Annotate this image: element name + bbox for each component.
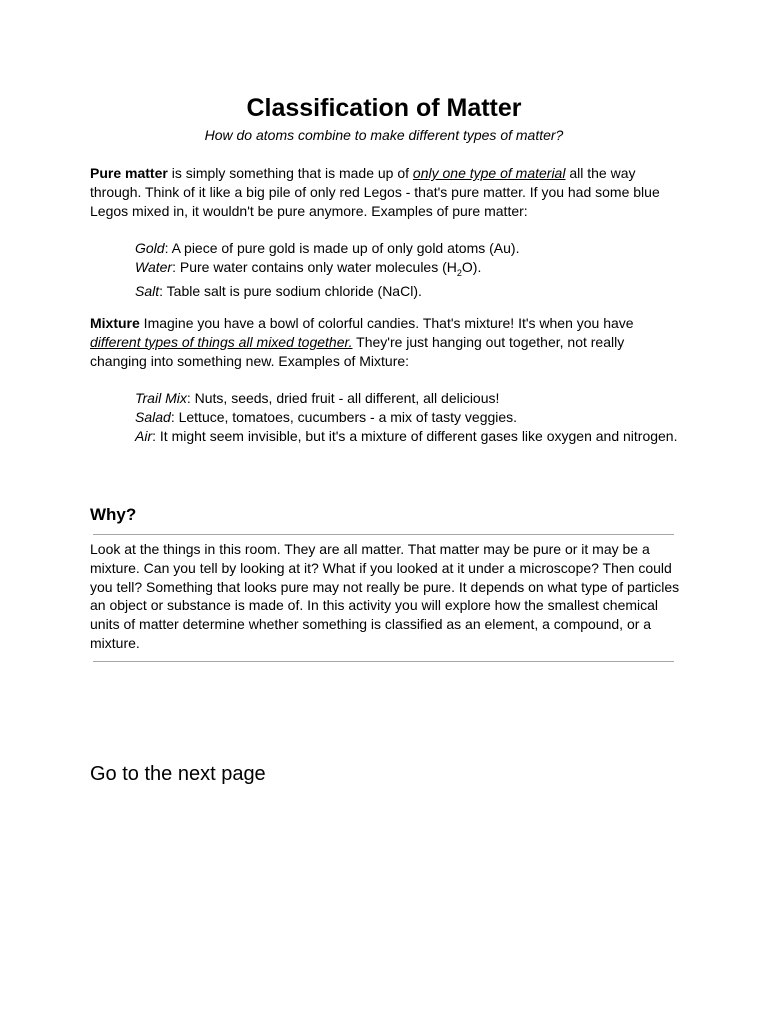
example-name: Salt (135, 283, 160, 300)
example-text: : Lettuce, tomatoes, cucumbers - a mix of tasty veggies. (170, 408, 518, 425)
example-text: : Pure water contains only water molecules (H (172, 258, 457, 275)
mixture-paragraph (90, 314, 680, 370)
example-name: Water (135, 258, 173, 275)
example-name: Gold (135, 240, 165, 256)
page-title: Classification of Matter (246, 94, 522, 122)
example-text: : Nuts, seeds, dried fruit - all different, all delicious! (186, 390, 500, 406)
mixture-example-salad (135, 408, 680, 427)
example-text: : Table salt is pure sodium chloride (NaCl). (159, 283, 422, 300)
example-name: Trail Mix (135, 390, 187, 406)
mixture-emphasis: different types of things all mixed together. (90, 333, 353, 350)
pure-matter-emphasis: only one type of material (412, 165, 566, 181)
mixture-example-trail-mix (135, 389, 680, 408)
why-bottom-divider (93, 661, 674, 662)
example-name: Salad (135, 408, 171, 425)
pure-matter-term: Pure matter (90, 165, 168, 181)
mixture-examples (135, 389, 680, 445)
pure-example-water (135, 258, 680, 283)
page-subtitle: How do atoms combine to make different types of matter? (204, 127, 564, 143)
why-heading: Why? (90, 505, 137, 524)
example-text: : It might seem invisible, but it's a mixture of different gases like oxygen and nitrogen. (152, 427, 678, 444)
mixture-example-air (135, 427, 680, 446)
mixture-text-2: They're just hanging out together, not really changing into something new. Examples of Mixture: (90, 333, 625, 369)
pure-example-salt (135, 282, 680, 301)
mixture-text-1: Imagine you have a bowl of colorful candies. That's mixture! It's when you have (139, 315, 634, 331)
example-subscript: 2 (456, 267, 462, 278)
mixture-term: Mixture (90, 315, 140, 331)
example-text-after: O). (461, 258, 482, 275)
why-body: Look at the things in this room. They are all matter. That matter may be pure or it may be a mixture. Can you tell by looking at it? What if you looked at it under a microscope? Then could you tell? Something that looks pure may not really be pure. It depends on what type of particles an object or substance is made of. In this activity you will explore how the smallest chemical units of matter determine whether something is classified as an element, a compound, or a mixture. (90, 541, 680, 651)
example-name: Air (135, 427, 153, 444)
pure-matter-text-2: all the way through. Think of it like a big pile of only red Legos - that's pure matter. If you had some blue Legos mixed in, it wouldn't be pure anymore. Examples of pure matter: (90, 165, 660, 219)
next-page-text: Go to the next page (90, 763, 266, 785)
pure-matter-examples (135, 239, 680, 301)
pure-example-gold (135, 239, 680, 258)
why-top-divider (93, 534, 674, 535)
pure-matter-text-1: is simply something that is made up of (167, 165, 413, 181)
example-text: : A piece of pure gold is made up of only gold atoms (Au). (164, 240, 520, 256)
pure-matter-paragraph (90, 164, 680, 220)
